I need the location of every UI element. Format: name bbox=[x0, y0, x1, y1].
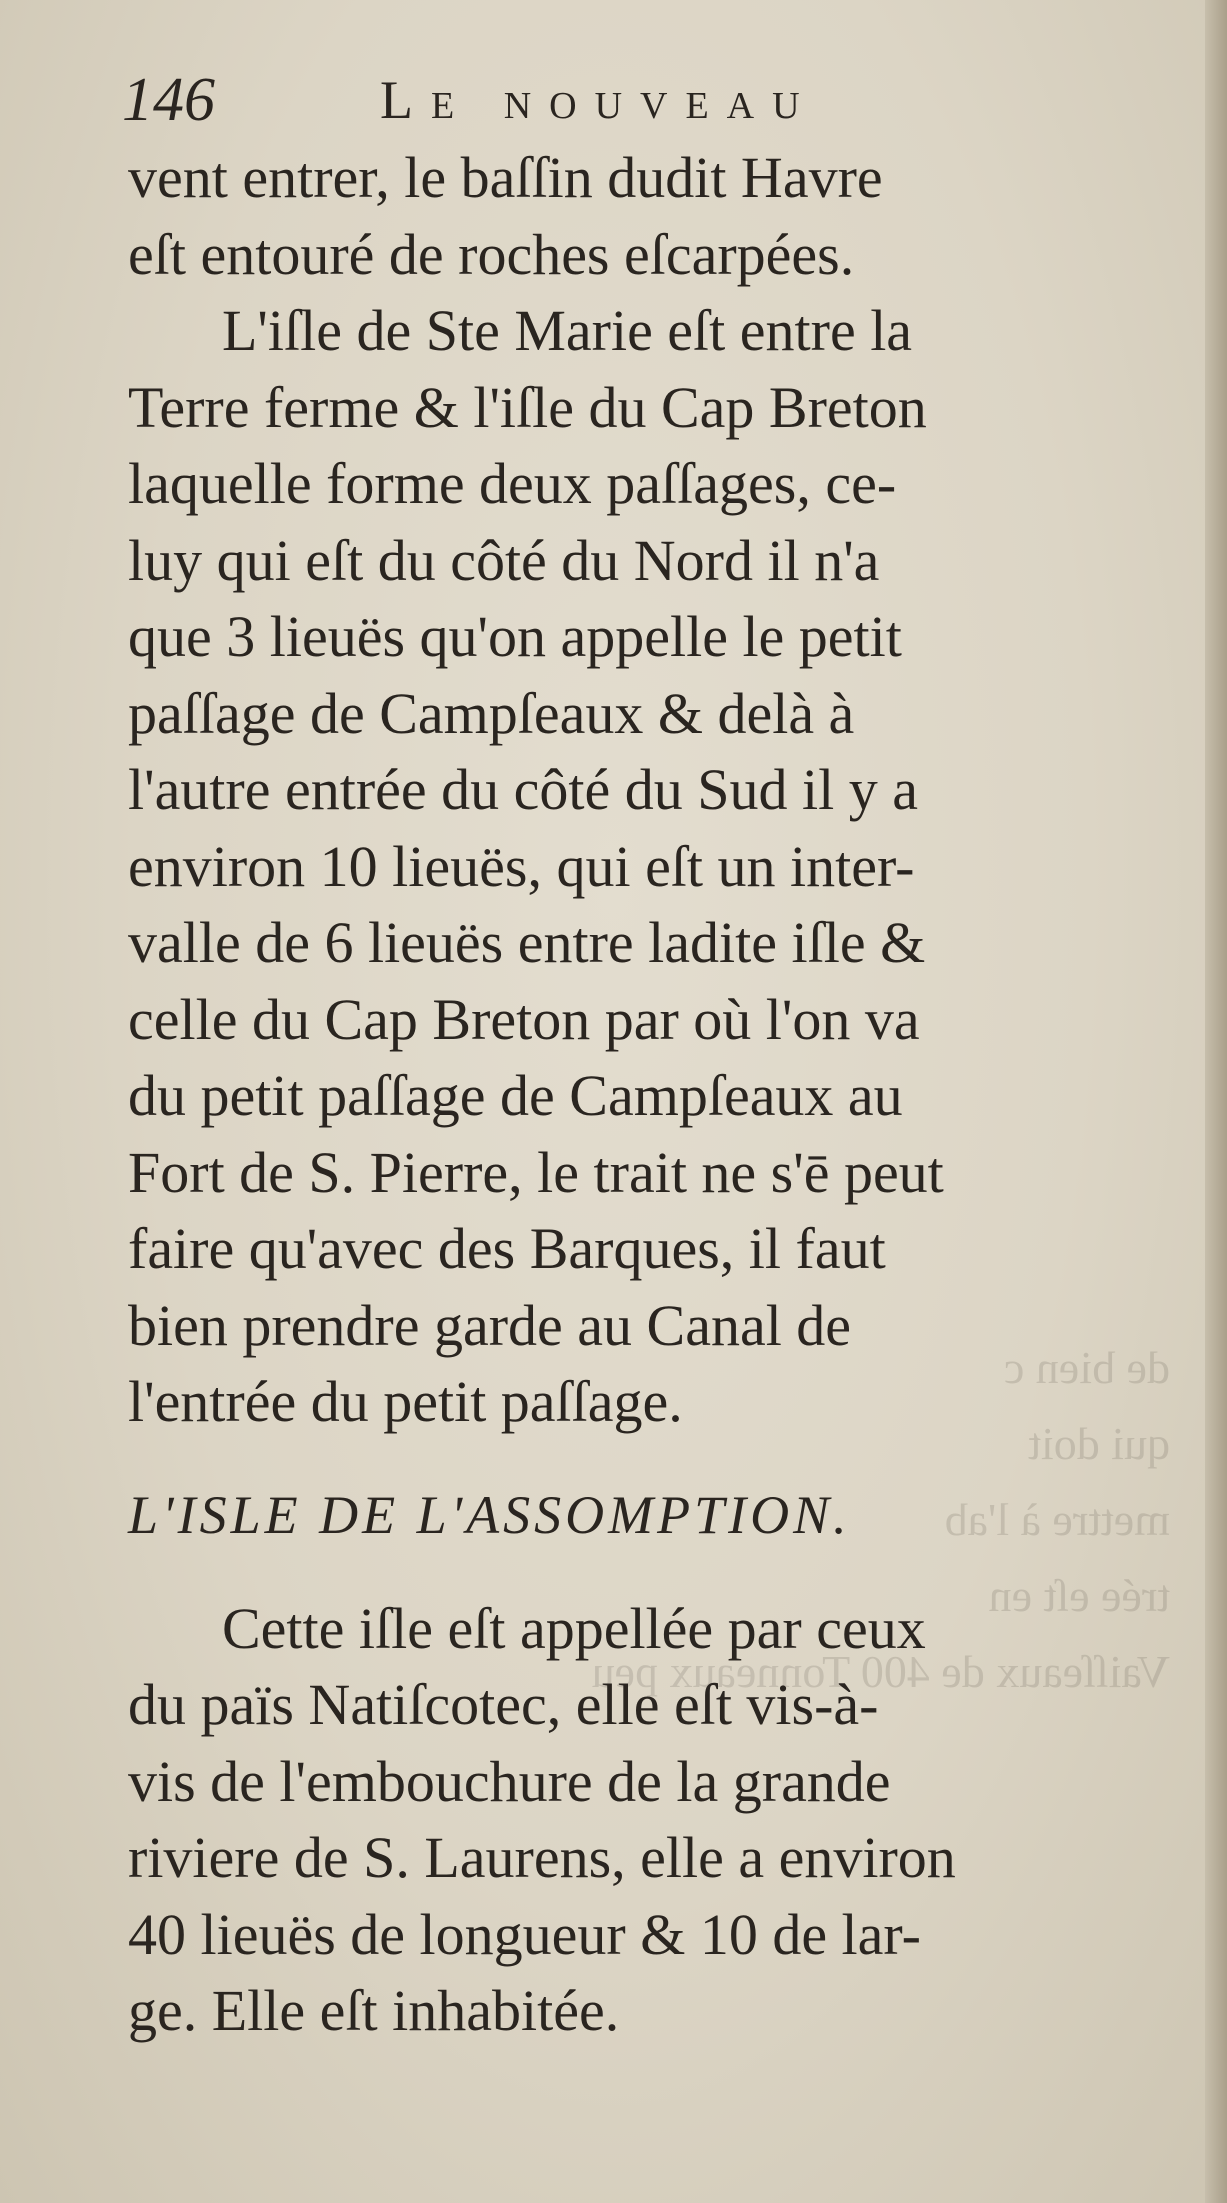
page-edge bbox=[1205, 0, 1227, 2203]
text-line: du petit paſſage de Campſeaux au bbox=[128, 1063, 903, 1128]
text-line: ge. Elle eſt inhabitée. bbox=[128, 1978, 620, 2043]
section-heading: L'ISLE DE L'ASSOMPTION. bbox=[128, 1484, 851, 1545]
text-line: paſſage de Campſeaux & delà à bbox=[128, 680, 855, 746]
text-line: l'entrée du petit paſſage. bbox=[128, 1369, 683, 1434]
text-line: L'iſle de Ste Marie eſt entre la bbox=[222, 298, 913, 363]
text-line: valle de 6 lieuës entre ladite iſle & bbox=[128, 910, 926, 975]
text-line: Terre ferme & l'iſle du Cap Breton bbox=[128, 374, 927, 440]
show-through-line: de bien c bbox=[1003, 1342, 1170, 1393]
show-through-line: trée eſt en bbox=[988, 1570, 1170, 1621]
text-line: que 3 lieuës qu'on appelle le petit bbox=[128, 604, 902, 669]
show-through-line: qui doit bbox=[1028, 1418, 1170, 1469]
show-through-line: mettre à l'ab bbox=[944, 1494, 1170, 1545]
text-line: bien prendre garde au Canal de bbox=[128, 1292, 852, 1358]
text-line: luy qui eſt du côté du Nord il n'a bbox=[128, 527, 880, 593]
text-line: vent entrer, le baſſin dudit Havre bbox=[128, 145, 883, 210]
running-head: Le nouveau bbox=[380, 70, 818, 130]
page-number: 146 bbox=[122, 66, 215, 134]
text-line: faire qu'avec des Barques, il faut bbox=[128, 1216, 886, 1281]
text-line: environ 10 lieuës, qui eſt un inter- bbox=[128, 833, 915, 899]
text-line: du païs Natiſcotec, elle eſt vis-à- bbox=[128, 1672, 879, 1737]
body-text bbox=[128, 140, 1163, 2050]
text-line: laquelle forme deux paſſages, ce- bbox=[128, 451, 897, 516]
text-line: 40 lieuës de longueur & 10 de lar- bbox=[128, 1901, 921, 1967]
text-line: celle du Cap Breton par où l'on va bbox=[128, 986, 920, 1052]
page-header bbox=[122, 60, 1022, 140]
text-line: Cette iſle eſt appellée par ceux bbox=[222, 1595, 926, 1661]
text-line: riviere de S. Laurens, elle a environ bbox=[128, 1825, 956, 1890]
text-line: Fort de S. Pierre, le trait ne s'ē peut bbox=[128, 1139, 944, 1205]
text-line: l'autre entrée du côté du Sud il y a bbox=[128, 757, 918, 822]
show-through-line: Vaiſſeaux de 400 Tonneaux peu bbox=[591, 1646, 1170, 1697]
text-line: eſt entouré de roches eſcarpées. bbox=[128, 221, 855, 287]
text-line: vis de l'embouchure de la grande bbox=[128, 1748, 891, 1814]
